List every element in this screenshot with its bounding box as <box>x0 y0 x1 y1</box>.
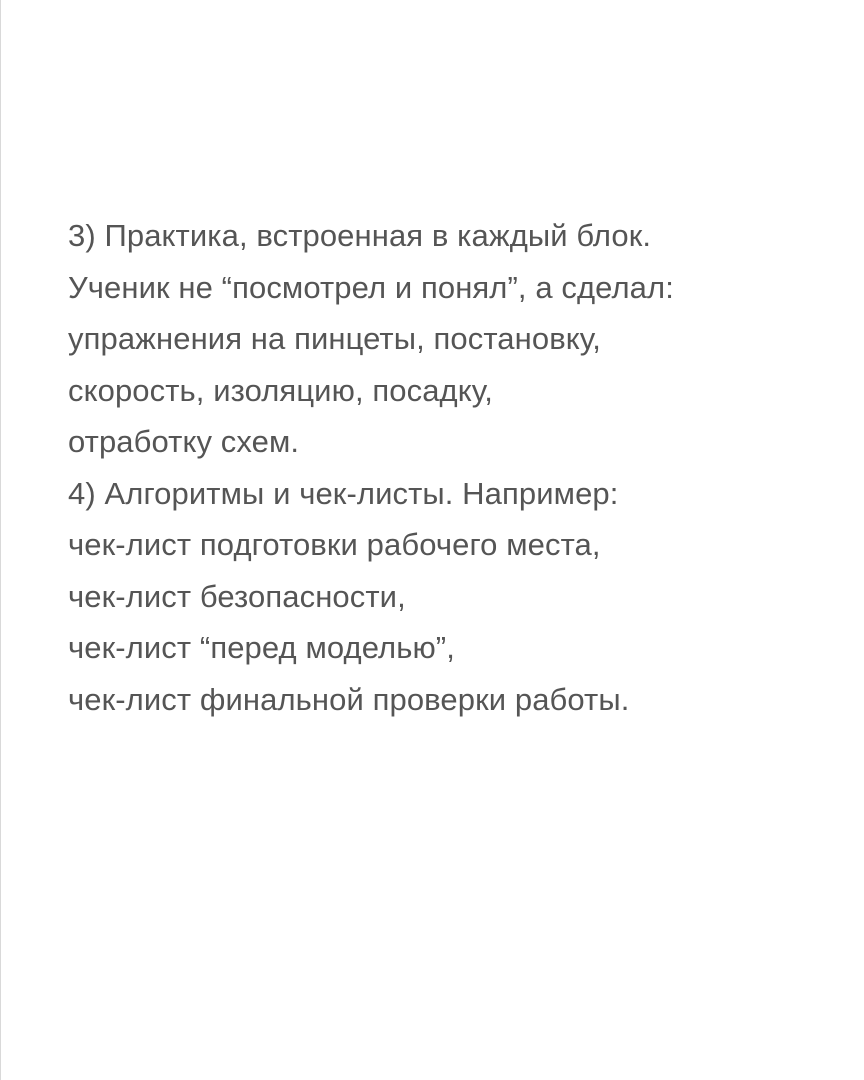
body-text <box>68 210 848 725</box>
text-line-practice-heading: 3) Практика, встроенная в каждый блок. <box>68 218 652 253</box>
text-line: скорость, изоляцию, посадку, <box>68 372 493 408</box>
text-line: упражнения на пинцеты, постановку, <box>68 321 601 356</box>
text-line-algorithms-heading: 4) Алгоритмы и чек-листы. Например: <box>68 475 619 511</box>
text-line: чек-лист финальной проверки работы. <box>68 681 630 717</box>
text-line: Ученик не “посмотрел и понял”, а сделал: <box>68 269 674 305</box>
text-line: чек-лист “перед моделью”, <box>68 630 455 665</box>
text-line: отработку схем. <box>68 424 300 459</box>
text-line: чек-лист безопасности, <box>68 578 406 614</box>
text-line: чек-лист подготовки рабочего места, <box>68 527 601 562</box>
